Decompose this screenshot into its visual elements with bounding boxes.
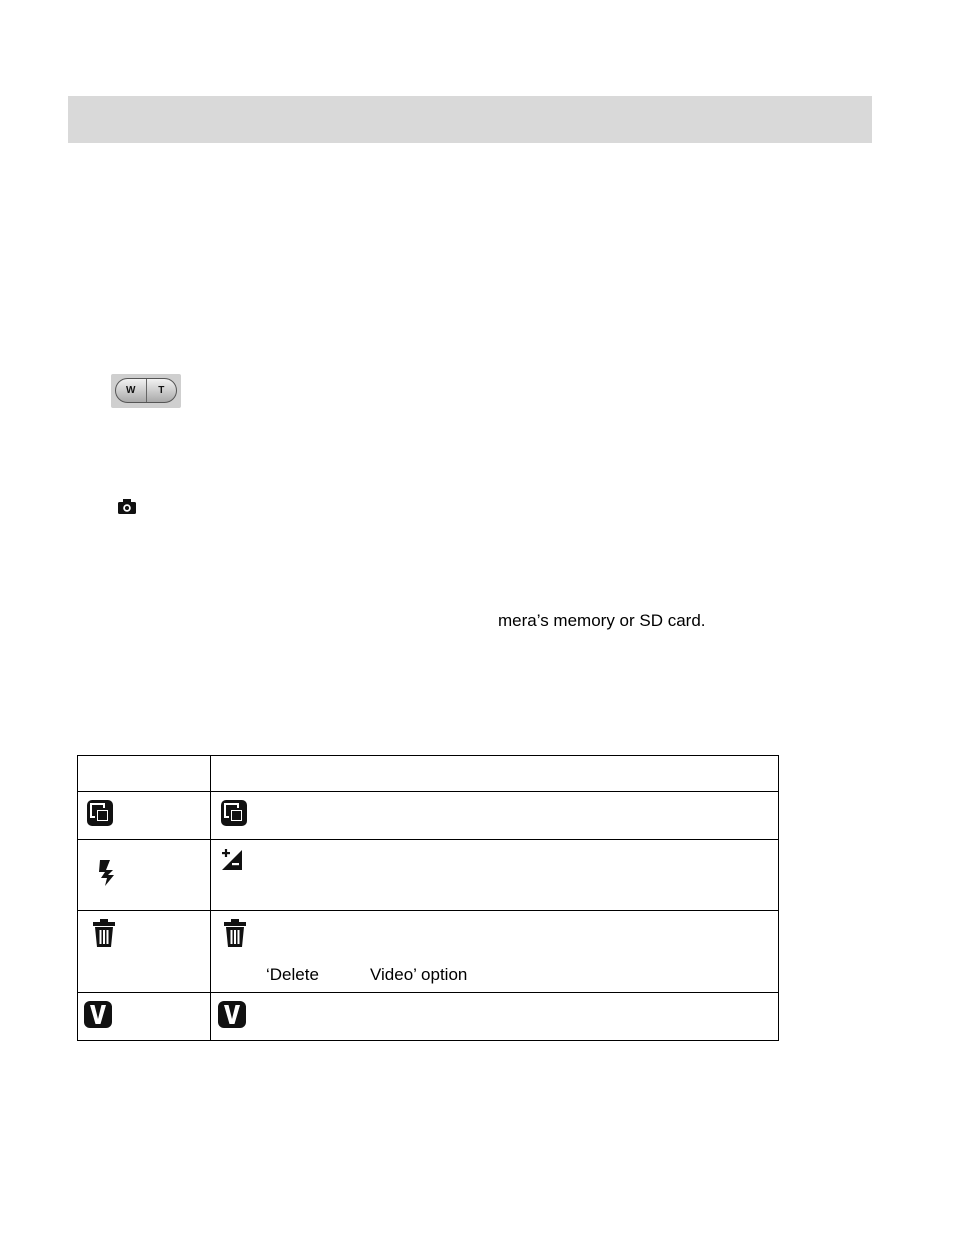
video-v-icon: [83, 1000, 113, 1029]
delete-option-text-part1: ‘Delete: [266, 965, 319, 984]
exposure-icon: [220, 848, 244, 872]
table-row-divider: [77, 791, 779, 792]
table-column-divider: [210, 755, 211, 1041]
body-text-fragment: mera’s memory or SD card.: [498, 611, 706, 630]
camera-icon: [117, 498, 137, 515]
table-border-bottom: [77, 1040, 779, 1041]
table-border-top: [77, 755, 779, 756]
section-header-bar: [68, 96, 872, 143]
overlay-mode-icon: [86, 799, 114, 827]
video-v-icon: [217, 1000, 247, 1029]
table-row-divider: [77, 992, 779, 993]
icon-table: [77, 755, 779, 1041]
zoom-wt-button-icon: [111, 374, 181, 408]
table-row-divider: [77, 839, 779, 840]
table-row-divider: [77, 910, 779, 911]
zoom-wide-label: W: [126, 385, 136, 396]
flash-icon: [96, 858, 122, 888]
overlay-mode-icon: [220, 799, 248, 827]
delete-option-text-part2: Video’ option: [370, 965, 468, 984]
table-border-right: [778, 755, 779, 1041]
trash-icon: [222, 918, 248, 948]
zoom-tele-label: T: [158, 385, 165, 396]
trash-icon: [91, 918, 117, 948]
table-border-left: [77, 755, 78, 1041]
